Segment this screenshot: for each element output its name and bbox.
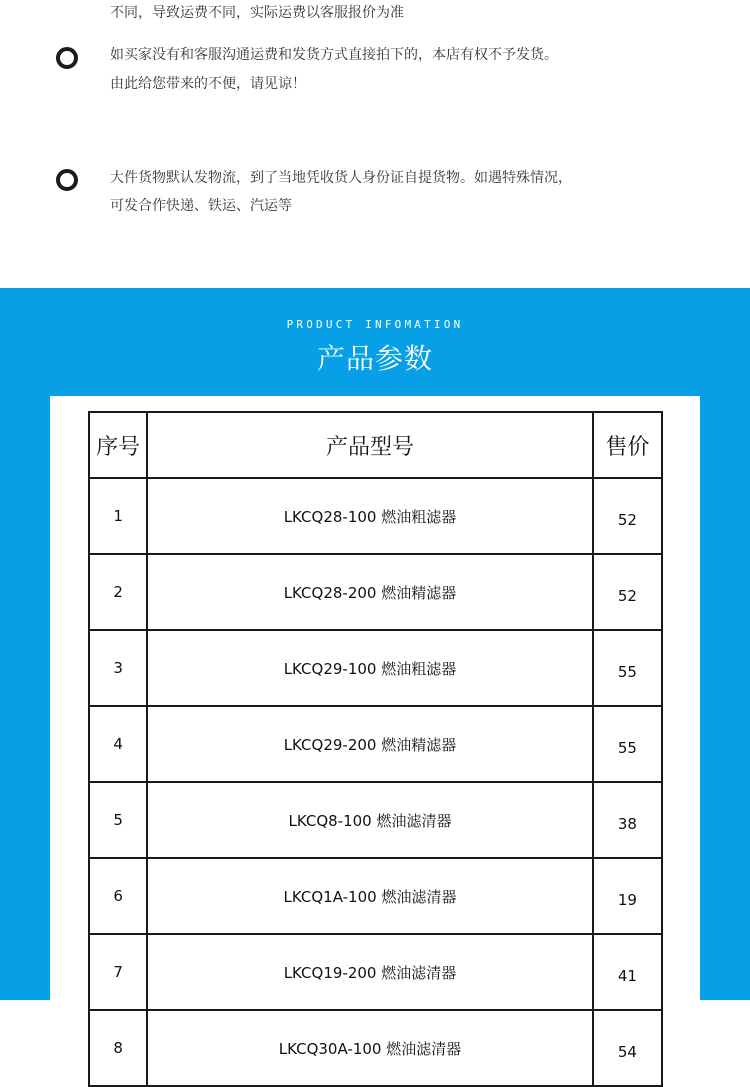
- cell-price: 55: [593, 630, 662, 706]
- note-2-line-1: 大件货物默认发物流，到了当地凭收货人身份证自提货物。如遇特殊情况，: [110, 170, 572, 186]
- cell-model: LKCQ28-200 燃油精滤器: [147, 554, 593, 630]
- ring-bullet-icon: [56, 47, 78, 69]
- table-row: [89, 478, 662, 554]
- params-panel: [50, 396, 700, 1061]
- shipping-notes: [0, 0, 750, 288]
- table-row: [89, 782, 662, 858]
- cell-model: LKCQ28-100 燃油粗滤器: [147, 478, 593, 554]
- section-title-en: PRODUCT INFOMATION: [286, 318, 464, 331]
- cell-index: 1: [89, 478, 147, 554]
- cell-index: 3: [89, 630, 147, 706]
- table-row: [89, 554, 662, 630]
- cell-index: 8: [89, 1010, 147, 1086]
- cell-price: 55: [593, 706, 662, 782]
- cell-price: 19: [593, 858, 662, 934]
- header-model: 产品型号: [147, 412, 593, 478]
- cell-price: 52: [593, 478, 662, 554]
- table-row: [89, 630, 662, 706]
- header-index: 序号: [89, 412, 147, 478]
- table-header-row: [89, 412, 662, 478]
- cell-model: LKCQ19-200 燃油滤清器: [147, 934, 593, 1010]
- product-params-table: [88, 411, 663, 1087]
- cell-index: 7: [89, 934, 147, 1010]
- cell-index: 5: [89, 782, 147, 858]
- cell-price: 38: [593, 782, 662, 858]
- note-1-line-1: 如买家没有和客服沟通运费和发货方式直接拍下的，本店有权不予发货。: [110, 47, 558, 63]
- cell-price: 41: [593, 934, 662, 1010]
- ring-bullet-icon: [56, 169, 78, 191]
- table-row: [89, 934, 662, 1010]
- cell-model: LKCQ1A-100 燃油滤清器: [147, 858, 593, 934]
- cell-model: LKCQ29-200 燃油精滤器: [147, 706, 593, 782]
- cell-index: 2: [89, 554, 147, 630]
- cell-index: 4: [89, 706, 147, 782]
- cell-model: LKCQ8-100 燃油滤清器: [147, 782, 593, 858]
- note-continuation: 不同，导致运费不同，实际运费以客服报价为准: [110, 5, 404, 21]
- table-row: [89, 706, 662, 782]
- note-1-line-2: 由此给您带来的不便，请见谅！: [110, 76, 306, 92]
- cell-index: 6: [89, 858, 147, 934]
- cell-price: 54: [593, 1010, 662, 1086]
- note-2-line-2: 可发合作快递、铁运、汽运等: [110, 198, 292, 214]
- section-title-cn: 产品参数: [316, 342, 433, 375]
- cell-model: LKCQ29-100 燃油粗滤器: [147, 630, 593, 706]
- table-row: [89, 858, 662, 934]
- cell-price: 52: [593, 554, 662, 630]
- table-row: [89, 1010, 662, 1086]
- header-price: 售价: [593, 412, 662, 478]
- cell-model: LKCQ30A-100 燃油滤清器: [147, 1010, 593, 1086]
